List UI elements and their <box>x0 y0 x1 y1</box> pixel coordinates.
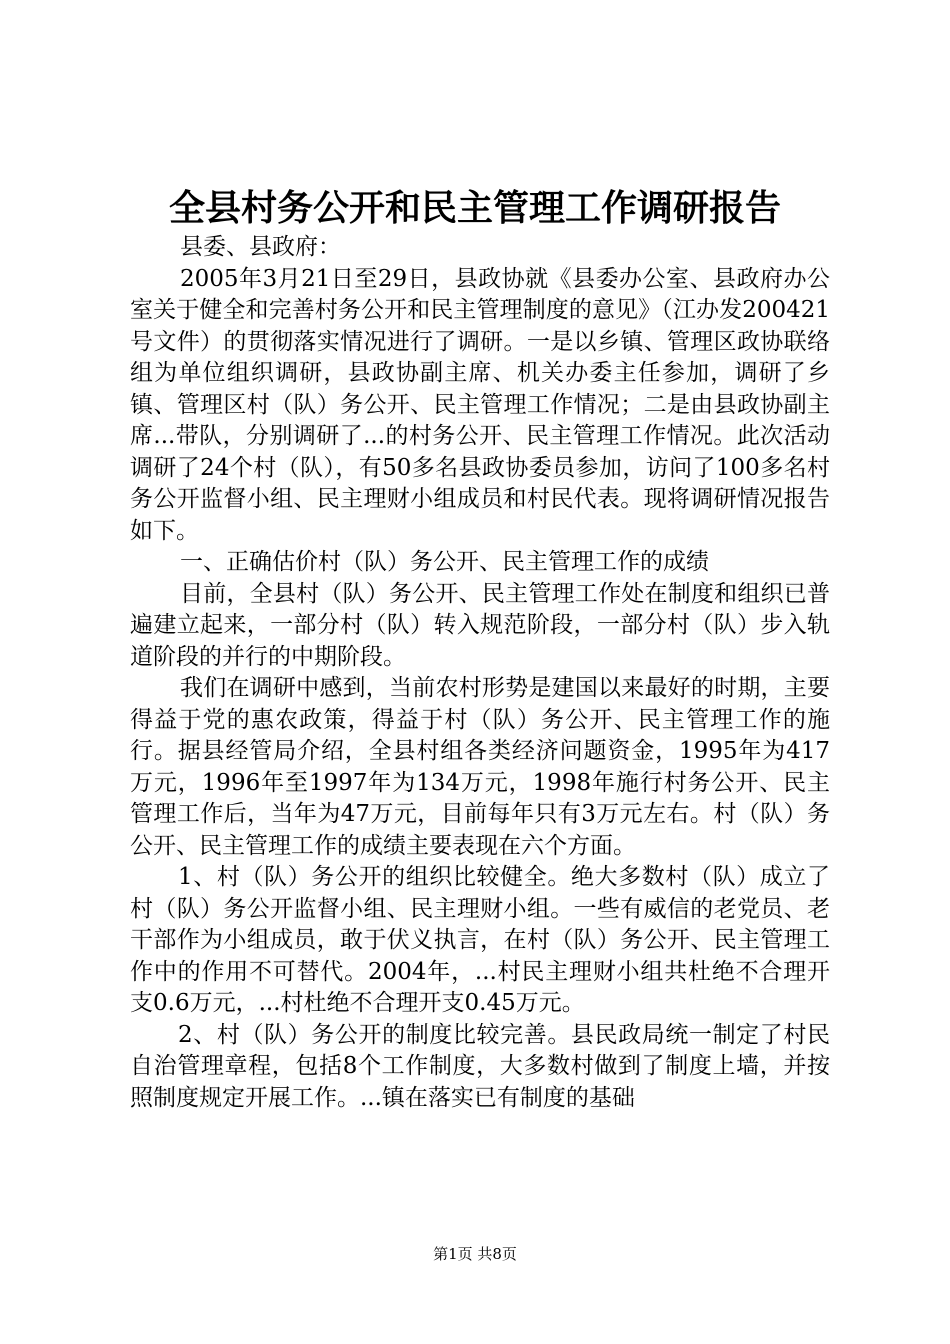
section-heading: 一、正确估价村（队）务公开、民主管理工作的成绩 <box>180 549 709 575</box>
paragraph-intro: 2005年3月21日至29日，县政协就《县委办公室、县政府办公室关于健全和完善村务公开和民主管理制度的意见》（江办发200421号文件）的贯彻落实情况进行了调研。一是以乡镇、管理区政协联络组为单位组织调研，县政协副主席、机关办委主任参加，调研了乡镇、管理区村（队）务公开、民主管理工作情况；二是由县政协副主席...带队，分别调研了...的村务公开、民主管理工作情况。此次活动调研了24个村（队），有50多名县政协委员参加，访问了100多名村务公开监督小组、民主理财小组成员和村民代表。现将调研情况报告如下。 <box>130 265 830 544</box>
paragraph-current-stage: 目前，全县村（队）务公开、民主管理工作处在制度和组织已普遍建立起来，一部分村（队）转入规范阶段，一部分村（队）步入轨道阶段的并行的中期阶段。 <box>130 580 830 670</box>
salutation: 县委、县政府： <box>180 234 341 260</box>
document-title: 全县村务公开和民主管理工作调研报告 <box>168 187 781 229</box>
document-body <box>130 232 830 1114</box>
page-footer: 第1页 共8页 <box>433 1245 517 1263</box>
paragraph-point-1: 1、村（队）务公开的组织比较健全。绝大多数村（队）成立了村（队）务公开监督小组、民主理财小组。一些有威信的老党员、老干部作为小组成员，敢于伏义执言，在村（队）务公开、民主管理工作中的作用不可替代。2004年，...村民主理财小组共杜绝不合理开支0.6万元，...村杜绝不合理开支0.45万元。 <box>130 864 830 1016</box>
paragraph-point-2: 2、村（队）务公开的制度比较完善。县民政局统一制定了村民自治管理章程，包括8个工作制度，大多数村做到了制度上墙，并按照制度规定开展工作。...镇在落实已有制度的基础 <box>130 1021 830 1111</box>
paragraph-findings: 我们在调研中感到，当前农村形势是建国以来最好的时期，主要得益于党的惠农政策，得益于村（队）务公开、民主管理工作的施行。据县经管局介绍，全县村组各类经济问题资金，1995年为417万元，1996年至1997年为134万元，1998年施行村务公开、民主管理工作后，当年为47万元，目前每年只有3万元左右。村（队）务公开、民主管理工作的成绩主要表现在六个方面。 <box>130 675 830 859</box>
